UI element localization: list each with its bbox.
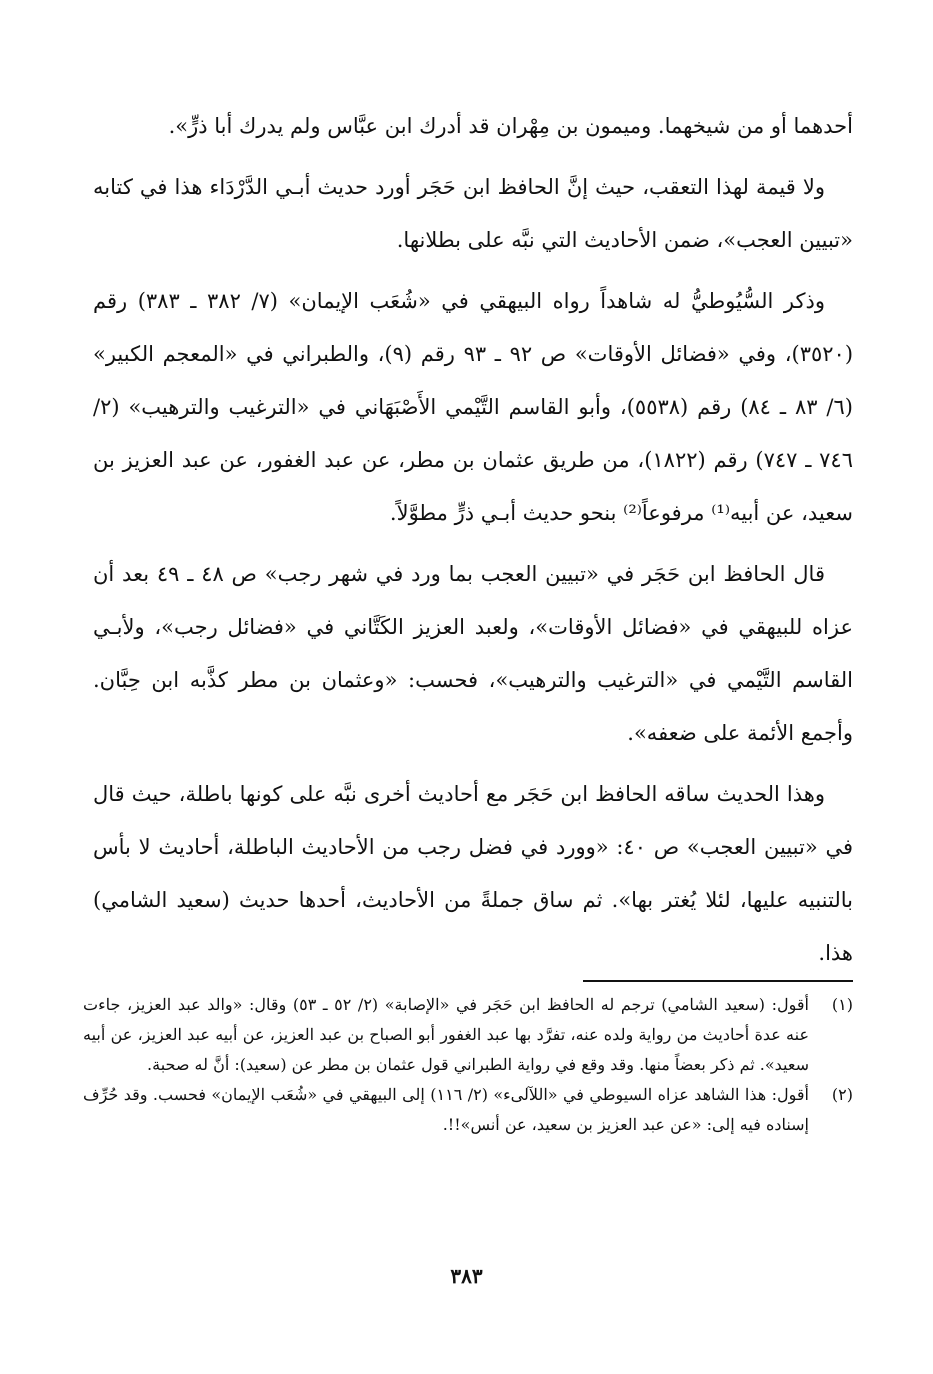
paragraph-5: وهذا الحديث ساقه الحافظ ابن حَجَر مع أحاديث أخرى نبَّه على كونها باطلة، حيث قال في «تبيين العجب» ص ٤٠: «وورد في فضل رجب من الأحاديث الباطلة، أحاديث لا بأس بالتنبيه عليها، لئلا يُغتر بها». ثم ساق جملةً من الأحاديث، أحدها حديث (سعيد الشامي) هذا.: [93, 782, 853, 965]
footnote-2: [83, 1080, 853, 1140]
footnotes: [83, 990, 853, 1140]
footnote-1: [83, 990, 853, 1080]
footnote-2-text: أقول: هذا الشاهد عزاه السيوطي في «اللآلىء» (٢/ ١١٦) إلى البيهقي في «شُعَب الإيمان» فحسب. وقد حُرِّف إسناده فيه إلى: «عن عبد العزيز بن سعيد، عن أنس»!!.: [83, 1085, 809, 1134]
footnote-1-number: (١): [831, 995, 853, 1014]
footnote-separator: [583, 980, 853, 982]
paragraph-3: وذكر السُّيُوطيُّ له شاهداً رواه البيهقي في «شُعَب الإيمان» (٧/ ٣٨٢ ـ ٣٨٣) رقم (٣٥٢٠)، وفي «فضائل الأوقات» ص ٩٢ ـ ٩٣ رقم (٩)، والطبراني في «المعجم الكبير» (٦/ ٨٣ ـ ٨٤) رقم (٥٥٣٨)، وأبو القاسم التَّيْمي الأَصْبَهَاني في «الترغيب والترهيب» (٢/ ٧٤٦ ـ ٧٤٧) رقم (١٨٢٢)، من طريق عثمان بن مطر، عن عبد الغفور، عن عبد العزيز بن سعيد، عن أبيه⁽¹⁾ مرفوعاً⁽²⁾ بنحو حديث أبـي ذرٍّ مطوَّلاً.: [93, 289, 854, 525]
page-number: ٣٨٣: [450, 1264, 483, 1288]
paragraph-1: أحدهما أو من شيخهما. وميمون بن مِهْران قد أدرك ابن عبَّاس ولم يدرك أبا ذرٍّ».: [168, 114, 853, 138]
paragraph-4: قال الحافظ ابن حَجَر في «تبيين العجب بما ورد في شهر رجب» ص ٤٨ ـ ٤٩ بعد أن عزاه للبيهقي في «فضائل الأوقات»، ولعبد العزيز الكَتَّاني في «فضائل رجب»، ولأبـي القاسم التَّيْمي في «الترغيب والترهيب»، فحسب: «وعثمان بن مطر كذَّبه ابن حِبَّان. وأجمع الأئمة على ضعفه».: [93, 562, 853, 745]
footnote-1-text: أقول: (سعيد الشامي) ترجم له الحافظ ابن حَجَر في «الإصابة» (٢/ ٥٢ ـ ٥٣) وقال: «والد عبد العزيز، جاءت عنه عدة أحاديث من رواية ولده عنه، تفرَّد بها عبد الغفور أبو الصباح بن عبد العزيز، عن أبيه عبد العزيز، عن أبيه سعيد». ثم ذكر بعضاً منها. وقد وقع في رواية الطبراني قول عثمان بن مطر عن (سعيد): أنَّ له صحبة.: [83, 995, 809, 1074]
footnote-2-number: (٢): [831, 1085, 853, 1104]
main-text: [93, 100, 853, 980]
paragraph-2: ولا قيمة لهذا التعقب، حيث إنَّ الحافظ ابن حَجَر أورد حديث أبـي الدَّرْدَاء هذا في كتابه «تبيين العجب»، ضمن الأحاديث التي نبَّه على بطلانها.: [93, 175, 853, 252]
